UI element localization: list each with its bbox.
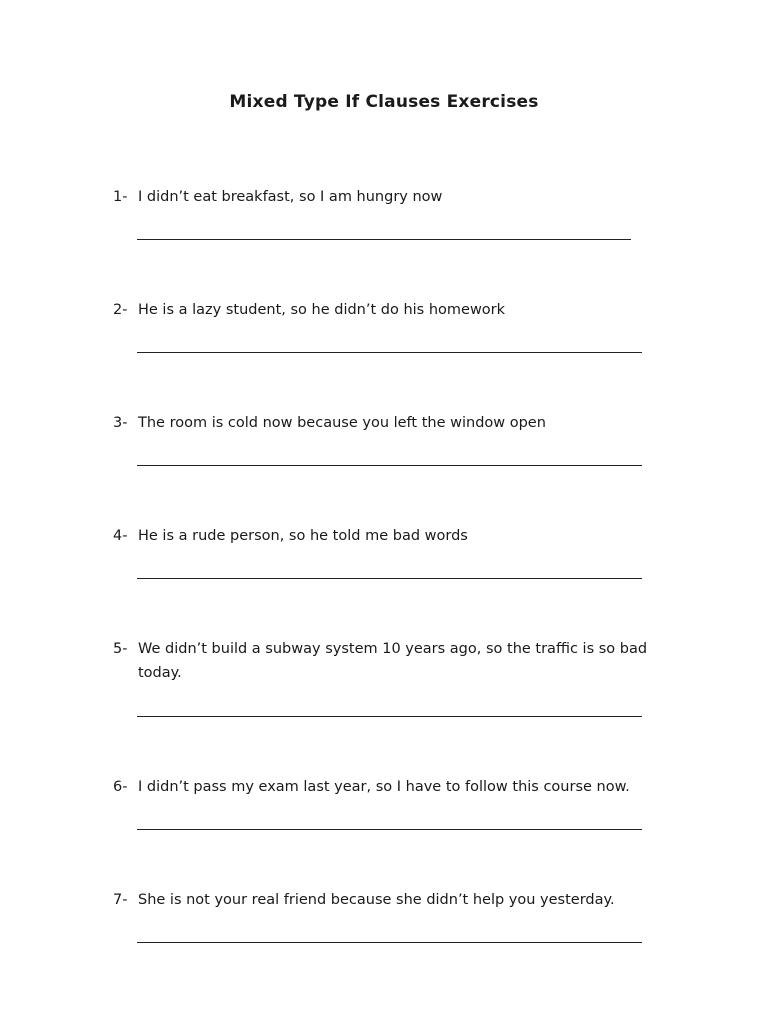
- answer-line-5[interactable]: [137, 716, 642, 717]
- exercise-number: 4-: [113, 528, 128, 544]
- exercise-sentence: I didn’t eat breakfast, so I am hungry now: [138, 189, 443, 205]
- exercise-number: 3-: [113, 415, 128, 431]
- exercise-sentence: He is a rude person, so he told me bad words: [138, 528, 468, 544]
- exercise-item-4: [113, 524, 653, 548]
- exercise-item-3: [113, 411, 653, 435]
- worksheet-title: Mixed Type If Clauses Exercises: [229, 92, 539, 112]
- answer-line-1[interactable]: [137, 239, 631, 240]
- answer-line-3[interactable]: [137, 465, 642, 466]
- answer-line-6[interactable]: [137, 829, 642, 830]
- answer-line-2[interactable]: [137, 352, 642, 353]
- exercise-sentence: I didn’t pass my exam last year, so I have to follow this course now.: [138, 779, 630, 795]
- exercise-number: 1-: [113, 189, 128, 205]
- exercise-number: 7-: [113, 892, 128, 908]
- exercise-item-6: [113, 775, 653, 799]
- exercise-item-1: [113, 185, 653, 209]
- exercise-sentence: She is not your real friend because she didn’t help you yesterday.: [138, 892, 615, 908]
- exercise-item-5: [113, 637, 653, 685]
- exercise-number: 6-: [113, 779, 128, 795]
- exercise-sentence: He is a lazy student, so he didn’t do his homework: [138, 302, 506, 318]
- exercise-sentence: The room is cold now because you left the window open: [138, 415, 546, 431]
- exercise-sentence: We didn’t build a subway system 10 years ago, so the traffic is so bad today.: [138, 641, 648, 681]
- answer-line-7[interactable]: [137, 942, 642, 943]
- answer-line-4[interactable]: [137, 578, 642, 579]
- exercise-item-7: [113, 888, 653, 912]
- exercise-item-2: [113, 298, 653, 322]
- exercise-number: 2-: [113, 302, 128, 318]
- exercise-number: 5-: [113, 641, 128, 657]
